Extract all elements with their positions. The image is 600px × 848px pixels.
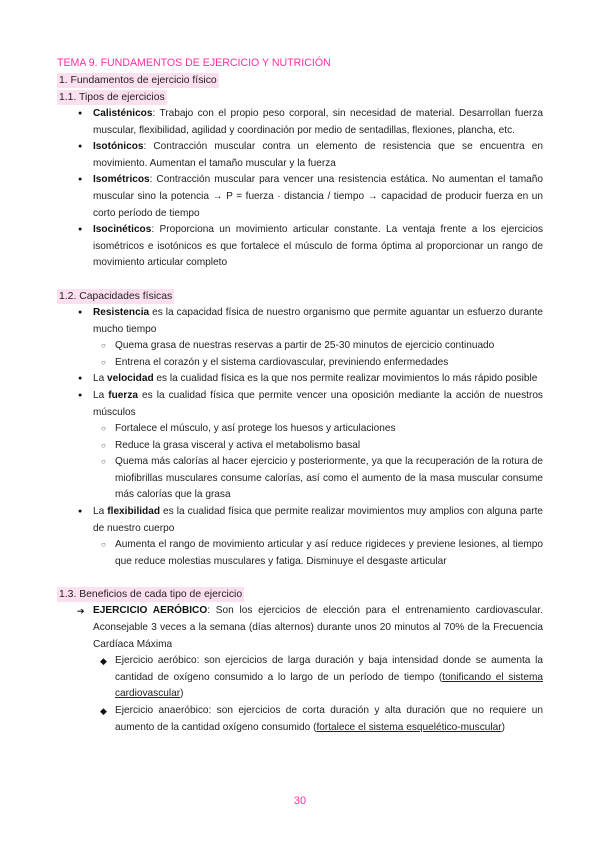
sub-list-item: ◆ Ejercicio aeróbico: son ejercicios de larga duración y baja intensidad donde se aumenta la cantidad de oxígeno consumido a lo largo de un período de tiempo (tonificando el sistema cardiovascular)	[115, 653, 543, 703]
sub-list-item: ○ Reduce la grasa visceral y activa el metabolismo basal	[115, 438, 543, 455]
subsection-heading-1-3: 1.3. Beneficios de cada tipo de ejercicio	[59, 589, 243, 601]
benefits-list	[57, 603, 543, 736]
document-title: TEMA 9. FUNDAMENTOS DE EJERCICIO Y NUTRICIÓN	[57, 57, 331, 69]
list-item: ● La velocidad es la cualidad física es la que nos permite realizar movimientos lo más rápido posible	[93, 371, 543, 388]
sub-list-item: ○ Quema más calorías al hacer ejercicio y posteriormente, ya que la recuperación de la rotura de miofibrillas musculares consume calorías, así como el aumento de la masa muscular consume más calorías que la grasa	[115, 454, 543, 504]
list-item: ● La fuerza es la cualidad física que permite vencer una oposición mediante la acción de nuestros músculos ○ Fortalece el músculo, y así protege los huesos y articulaciones ○ Reduce la grasa visceral y activa el metabolismo basal ○ Quema más calorías al hacer ejercicio y posteriormente, ya que la recuperación de la rotura de miofibrillas musculares consume calorías, así como el aumento de la masa muscular consume más calorías que la grasa	[93, 388, 543, 504]
list-item: ● La flexibilidad es la cualidad física que permite realizar movimientos muy amplios con alguna parte de nuestro cuerpo ○ Aumenta el rango de movimiento articular y así reduce rigideces y previene lesiones, al tiempo que reduce molestias musculares y fatiga. Disminuye el desgaste articular	[93, 504, 543, 570]
underlined-note: fortalece el sistema esquelético-muscular	[316, 721, 502, 733]
sub-list-item: ○ Quema grasa de nuestras reservas a partir de 25-30 minutos de ejercicio continuado	[115, 338, 543, 355]
physical-capacities-list	[57, 305, 543, 571]
list-item: ● Isocinéticos: Proporciona un movimiento articular constante. La ventaja frente a los ejercicios isométricos e isotónicos es que fortalece el músculo de forma óptima al proporcionar un rango de movimiento articular completo	[93, 222, 543, 272]
subsection-heading-1-2: 1.2. Capacidades físicas	[59, 290, 173, 302]
exercise-types-list	[57, 106, 543, 272]
list-item: ● Resistencia es la capacidad física de nuestro organismo que permite aguantar un esfuerzo durante mucho tiempo ○ Quema grasa de nuestras reservas a partir de 25-30 minutos de ejercicio continuado ○ Entrena el corazón y el sistema cardiovascular, previniendo enfermedades	[93, 305, 543, 371]
list-item: ➔ EJERCICIO AERÓBICO: Son los ejercicios de elección para el entrenamiento cardiovascular. Aconsejable 3 veces a la semana (días alternos) durante unos 20 minutos al 70% de la Frecuencia Cardíaca Máxima ◆ Ejercicio aeróbico: son ejercicios de larga duración y baja intensidad donde se aumenta la cantidad de oxígeno consumido a lo largo de un período de tiempo (tonificando el sistema cardiovascular) ◆ Ejercicio anaeróbico: son ejercicios de corta duración y alta duración que no requiere un aumento de la cantidad oxígeno consumido (fortalece el sistema esquelético-muscular)	[93, 603, 543, 736]
underlined-note: tonificando el sistema cardiovascular	[115, 671, 543, 700]
sub-list-item: ○ Fortalece el músculo, y así protege los huesos y articulaciones	[115, 421, 543, 438]
subsection-heading-1-1: 1.1. Tipos de ejercicios	[59, 92, 165, 103]
list-item: ● Calisténicos: Trabajo con el propio peso corporal, sin necesidad de material. Desarrollan fuerza muscular, flexibilidad, agilidad y coordinación por medio de sentadillas, flexiones, plancha, etc.	[93, 106, 543, 139]
section-heading-1: 1. Fundamentos de ejercicio físico	[59, 75, 217, 86]
sub-list-item: ○ Aumenta el rango de movimiento articular y así reduce rigideces y previene lesiones, al tiempo que reduce molestias musculares y fatiga. Disminuye el desgaste articular	[115, 537, 543, 570]
list-item: ● Isométricos: Contracción muscular para vencer una resistencia estática. No aumentan el tamaño muscular sino la potencia → P = fuerza · distancia / tiempo → capacidad de producir fuerza en un corto período de tiempo	[93, 172, 543, 222]
page-number: 30	[293, 795, 307, 807]
sub-list-item: ◆ Ejercicio anaeróbico: son ejercicios de corta duración y alta duración que no requiere un aumento de la cantidad oxígeno consumido (fortalece el sistema esquelético-muscular)	[115, 703, 543, 736]
list-item: ● Isotónicos: Contracción muscular contra un elemento de resistencia que se encuentra en movimiento. Aumentan el tamaño muscular y la fuerza	[93, 139, 543, 172]
sub-list-item: ○ Entrena el corazón y el sistema cardiovascular, previniendo enfermedades	[115, 355, 543, 372]
